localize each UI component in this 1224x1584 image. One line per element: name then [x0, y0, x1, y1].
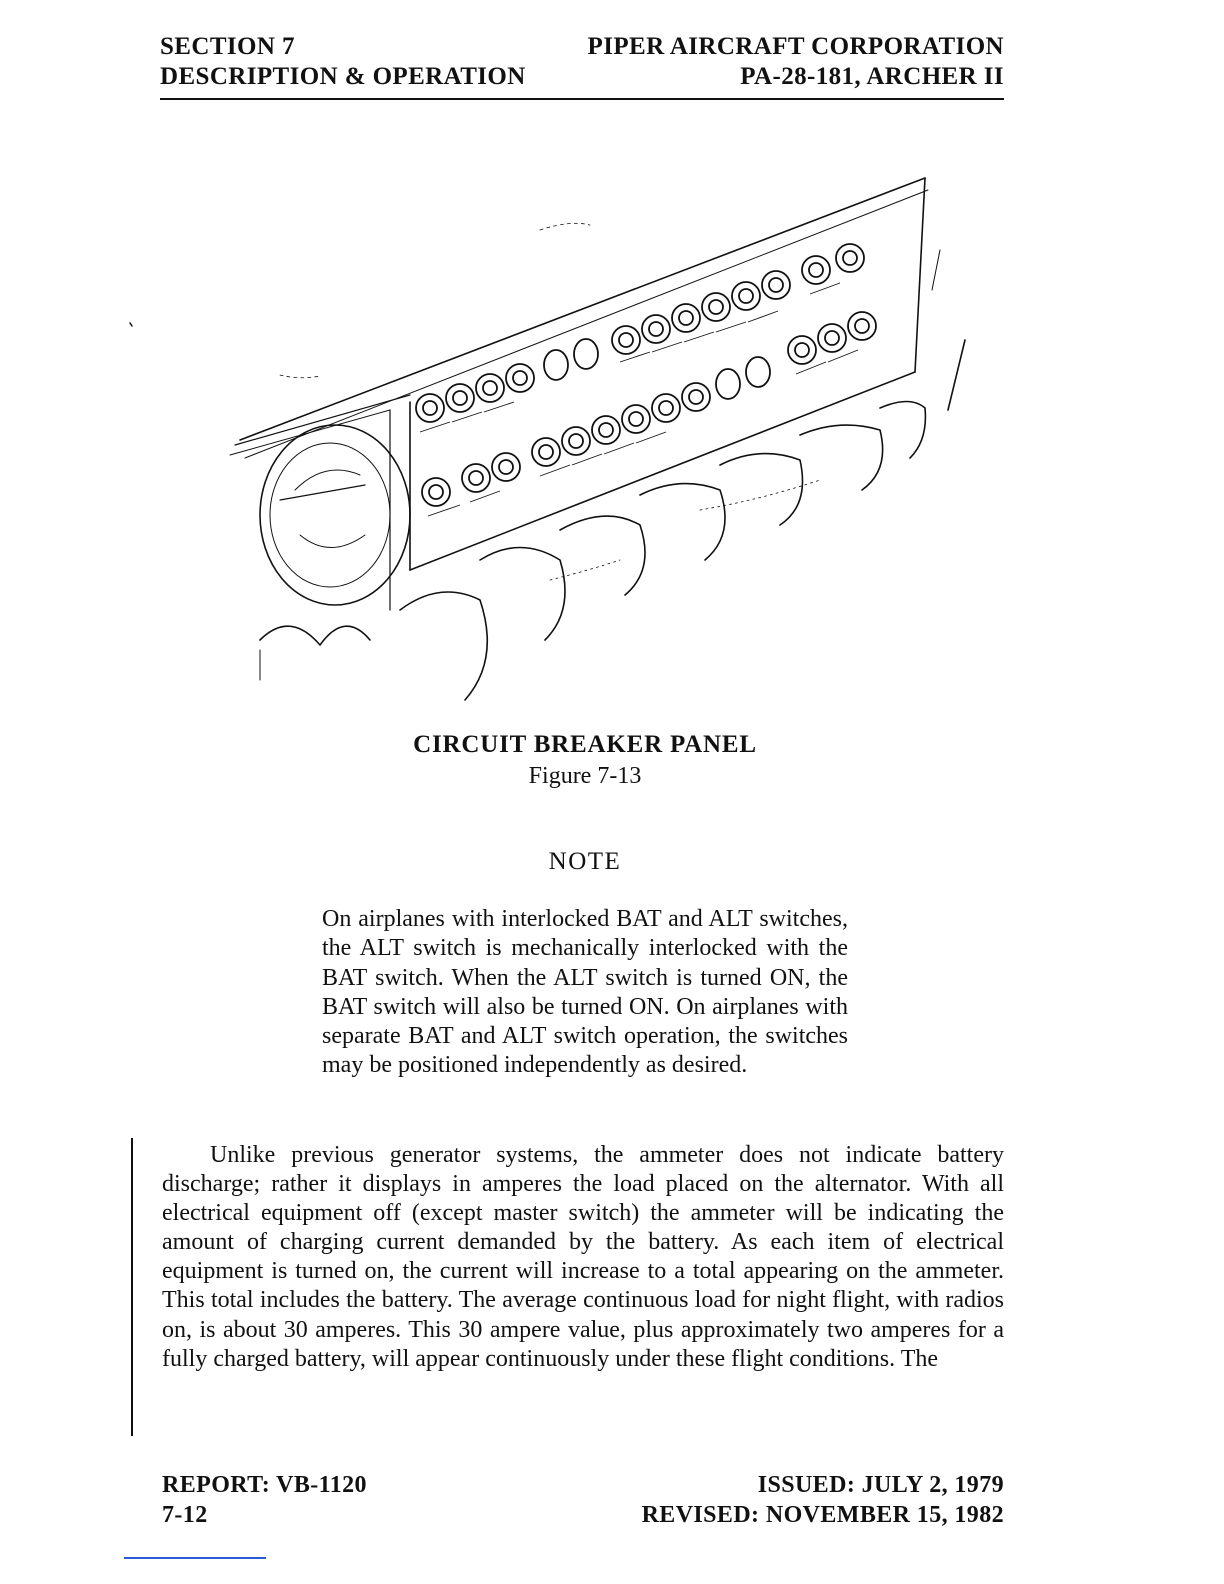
- issued-date: ISSUED: JULY 2, 1979: [757, 1472, 1004, 1498]
- chapter-label: DESCRIPTION & OPERATION: [160, 63, 526, 90]
- bracket-line: [948, 340, 965, 410]
- breaker-button: [476, 374, 504, 402]
- breaker-button: [788, 336, 816, 364]
- breaker-empty-slot: [746, 357, 770, 387]
- housing-top-line: [235, 395, 410, 445]
- breaker-button: [422, 478, 450, 506]
- bottom-underline-mark: [124, 1557, 266, 1559]
- panel-top-edge: [240, 178, 925, 440]
- breaker-button: [672, 304, 700, 332]
- breaker-button: [592, 416, 620, 444]
- section-label: SECTION 7: [160, 33, 295, 60]
- panel-drawing-svg: [120, 140, 980, 720]
- breaker-button: [652, 394, 680, 422]
- breaker-button: [682, 383, 710, 411]
- breaker-button: [492, 453, 520, 481]
- gauge-outer: [260, 425, 410, 605]
- note-body: On airplanes with interlocked BAT and ALT switches, the ALT switch is mechanically interlocked with the BAT switch. When the ALT switch is turned ON, the BAT switch will also be turned ON. On airplanes with separate BAT and ALT switch operation, the switches may be positioned independently as desired.: [322, 906, 848, 1079]
- rail-bump: [400, 592, 487, 700]
- rail-bump: [880, 402, 925, 459]
- breaker-button: [762, 271, 790, 299]
- breaker-button: [818, 324, 846, 352]
- rail-bump: [800, 425, 883, 490]
- figure-number: Figure 7-13: [528, 763, 642, 789]
- gauge-inner: [270, 443, 390, 587]
- breaker-button: [506, 364, 534, 392]
- breaker-button: [446, 384, 474, 412]
- gauge-needle: [280, 485, 365, 500]
- bracket-line: [932, 250, 940, 290]
- panel-top-edge-inner: [245, 190, 928, 458]
- report-number: REPORT: VB-1120: [162, 1472, 367, 1498]
- header-row-bottom: [160, 62, 1004, 92]
- rail-bump: [640, 484, 725, 560]
- company-name: PIPER AIRCRAFT CORPORATION: [587, 33, 1004, 60]
- revision-change-bar: [131, 1138, 133, 1436]
- breaker-empty-slot: [716, 369, 740, 399]
- page-footer: [162, 1470, 1004, 1530]
- sketch-dot: [130, 323, 132, 326]
- gauge-arc-lower: [300, 535, 365, 548]
- panel-right-edge: [915, 178, 925, 372]
- page-header: [160, 32, 1004, 92]
- breaker-button: [732, 282, 760, 310]
- figure-title: CIRCUIT BREAKER PANEL: [413, 731, 757, 758]
- breaker-button: [802, 256, 830, 284]
- revised-date: REVISED: NOVEMBER 15, 1982: [641, 1502, 1004, 1528]
- breaker-button: [836, 244, 864, 272]
- breaker-button: [642, 315, 670, 343]
- breaker-button: [532, 438, 560, 466]
- rail-bump: [260, 626, 370, 645]
- breaker-button: [612, 326, 640, 354]
- header-divider: [160, 98, 1004, 100]
- rail-bump: [560, 516, 645, 595]
- sketch-detail: [280, 375, 320, 378]
- breaker-row-upper: [416, 244, 864, 422]
- breaker-button: [702, 293, 730, 321]
- aircraft-model: PA-28-181, ARCHER II: [740, 63, 1004, 90]
- note-title: NOTE: [548, 848, 622, 875]
- page-number: 7-12: [162, 1502, 208, 1528]
- sketch-detail: [540, 223, 590, 230]
- footer-row-top: [162, 1470, 1004, 1500]
- breaker-empty-slot: [574, 339, 598, 369]
- circuit-breaker-panel-illustration: [120, 140, 980, 720]
- breaker-button: [848, 312, 876, 340]
- breaker-button: [416, 394, 444, 422]
- breaker-empty-slot: [544, 350, 568, 380]
- breaker-button: [622, 405, 650, 433]
- breaker-button: [562, 427, 590, 455]
- header-row-top: [160, 32, 1004, 62]
- rail-bump: [720, 454, 803, 525]
- rail-bump: [480, 548, 565, 641]
- breaker-button: [462, 464, 490, 492]
- footer-row-bottom: [162, 1500, 1004, 1530]
- body-paragraph: Unlike previous generator systems, the ammeter does not indicate battery discharge; rather it displays in amperes the load placed on the alternator. With all electrical equipment off (except master switch) the ammeter will be indicating the amount of charging current demanded by the battery. As each item of electrical equipment is turned on, the current will increase to a total appearing on the ammeter. This total includes the battery. The average continuous load for night flight, with radios on, is about 30 amperes. This 30 ampere value, plus approximately two amperes for a fully charged battery, will appear continuously under these flight conditions. The: [162, 1142, 1004, 1372]
